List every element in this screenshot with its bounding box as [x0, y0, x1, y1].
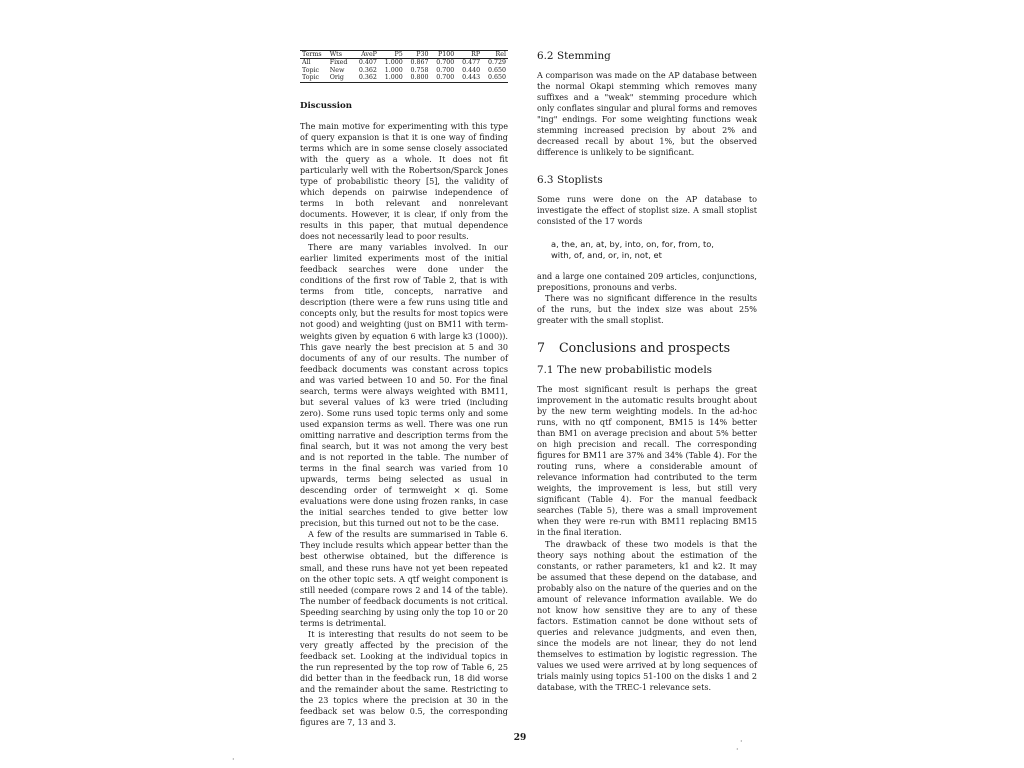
table-row: [300, 67, 508, 74]
conclusions-paragraph: The drawback of these two models is that the theory says nothing about the estimation of the constants, or rather parameters, k1 and k2. It may be assumed that these depend on the database, and probably also on the nature of the queries and on the amount of relevance information available. We do not know how sensitive they are to any of these factors. Estimation cannot be done without sets of queries and relevance judgments, and even then, since the models are not linear, they do not lend themselves to estimation by logistic regression. The values we used were arrived at by long sequences of trials mainly using topics 51-100 on the disks 1 and 2 database, with the TREC-1 relevance sets.: [537, 538, 757, 693]
section-number: 7: [537, 339, 546, 355]
stoplists-paragraph: and a large one contained 209 articles, conjunctions, prepositions, pronouns and verbs.: [537, 270, 757, 292]
table-cell: 0.650: [487, 66, 506, 74]
discussion-paragraph: A few of the results are summarised in Table 6. They include results which appear better than the best otherwise obtained, but the difference is small, and these runs have not yet been repeated on the other topic sets. A qtf weight component is still needed (compare rows 2 and 14 of the table). The number of feedback documents is not critical. Speeding searching by using only the top 10 or 20 terms is detrimental.: [300, 529, 508, 628]
new-models-heading: [537, 364, 757, 376]
spacer: [537, 158, 757, 174]
table-header-cell: RP: [471, 51, 481, 58]
table-header-cell: P5: [394, 51, 403, 58]
page-number: 29: [513, 733, 527, 743]
table-cell: New: [329, 66, 345, 74]
table-cell: 0.729: [487, 59, 506, 67]
table-header-cell: Rel: [495, 51, 506, 58]
table-cell: Topic: [302, 74, 320, 82]
results-table: [300, 50, 508, 83]
discussion-paragraph: The main motive for experimenting with this type of query expansion is that it is one way of finding terms which are in some sense closely associated with the query as a whole. It does not fit particularly well with the Robertson/Sparck Jones type of probabilistic theory [5], the validity of which depends on pairwise independence of terms in both relevant and nonrelevant documents. However, it is clear, if only from the results in this paper, that mutual dependence does not necessarily lead to poor results.: [300, 120, 508, 242]
table-cell: 0.443: [462, 74, 481, 82]
conclusions-paragraph: The most significant result is perhaps the great improvement in the automatic results brought about by the new term weighting models. In the ad-hoc runs, with no qtf component, BM15 is 14% better than BM1 on average precision and about 5% better on high precision and recall. The corresponding figures for BM11 are 37% and 34% (Table 4). For the routing runs, where a considerable amount of relevance information had contributed to the term weights, the improvement is less, but still very significant (Table 4). For the manual feedback searches (Table 5), there was a small improvement when they were re-run with BM11 replacing BM15 in the final iteration.: [537, 383, 757, 538]
table-cell: 0.407: [358, 59, 377, 67]
table-header-row: [300, 51, 508, 59]
table-header-cell: P100: [438, 51, 455, 58]
stopword-line: a, the, an, at, by, into, on, for, from, to,: [551, 238, 714, 249]
table-header-cell: Terms: [302, 51, 322, 58]
table-cell: 0.362: [358, 66, 377, 74]
table-cell: 0.650: [487, 74, 506, 82]
table-cell: 0.700: [436, 66, 455, 74]
left-column: [300, 50, 508, 728]
stoplists-paragraph: Some runs were done on the AP database to investigate the effect of stoplist size. A small stoplist consisted of the 17 words: [537, 194, 757, 227]
scan-speck: ·: [232, 755, 235, 764]
table-header-cell: AveP: [361, 51, 377, 58]
stoplists-paragraph: There was no significant difference in the results of the runs, but the index size was about 25% greater with the small stoplist.: [537, 292, 757, 325]
right-column: [537, 50, 757, 693]
stoplists-heading: [537, 174, 757, 186]
table-cell: 0.440: [462, 66, 481, 74]
table-cell: All: [302, 59, 311, 67]
discussion-paragraph: There are many variables involved. In our earlier limited experiments most of the initial feedback searches were done under the conditions of the first row of Table 2, that is with terms from title, concepts, narrative and description (there were a few runs using title and concepts only, but the results for most topics were not good) and weighting (just on BM11 with term-weights given by equation 6 with large k3 (1000)). This gave nearly the best precision at 5 and 30 documents of any of our results. The number of feedback documents was constant across topics and was varied between 10 and 50. For the final search, terms were always weighted with BM11, but several values of k3 were tried (including zero). Some runs used topic terms only and some used expansion terms as well. There was one run omitting narrative and description terms from the final search, but it was not among the very best and is not reported in the table. The number of terms in the final search was varied from 10 upwards, terms being selected as usual in descending order of termweight × qi. Some evaluations were done using frozen ranks, in case the initial searches tended to give better low precision, but this turned out not to be the case.: [300, 242, 508, 529]
table-cell: Fixed: [329, 59, 348, 67]
section-number: 6.3: [537, 174, 554, 187]
table-row: [300, 59, 508, 67]
scan-speck: ·: [736, 745, 739, 754]
section-number: 6.2: [537, 50, 554, 62]
table-header-cell: P30: [416, 51, 429, 58]
stemming-heading: [537, 50, 757, 62]
section-title: Stemming: [557, 50, 611, 62]
table-cell: 0.362: [358, 74, 377, 82]
stopword-line: with, of, and, or, in, not, et: [551, 249, 662, 260]
conclusions-heading: [537, 340, 757, 355]
table-cell: 0.700: [436, 59, 455, 67]
table-row: [300, 74, 508, 82]
discussion-paragraph: It is interesting that results do not seem to be very greatly affected by the precision of the feedback set. Looking at the individual topics in the run represented by the top row of Table 6, 25 did better than in the feedback run, 18 did worse and the remainder about the same. Restricting to the 23 topics where the precision at 30 in the feedback set was below 0.5, the corresponding figures are 7, 13 and 3.: [300, 628, 508, 728]
table-cell: 1.000: [384, 66, 403, 74]
stopword-list: [551, 239, 757, 261]
spacer: [537, 326, 757, 340]
table-cell: 1.000: [384, 74, 403, 82]
section-title: Conclusions and prospects: [559, 339, 731, 355]
table-header-cell: Wts: [329, 51, 342, 58]
section-title: The new probabilistic models: [557, 363, 712, 376]
table-cell: 0.758: [410, 66, 429, 74]
table-cell: 0.867: [410, 59, 429, 67]
scan-speck: ·: [740, 737, 743, 746]
table-cell: 0.700: [436, 74, 455, 82]
section-title: Stoplists: [557, 174, 603, 187]
table-cell: Topic: [302, 66, 320, 74]
table-cell: Orig: [329, 74, 344, 82]
table-cell: 0.477: [462, 59, 481, 67]
stemming-paragraph: A comparison was made on the AP database between the normal Okapi stemming which removes many suffixes and a "weak" stemming procedure which only conflates singular and plural forms and removes "ing" endings. For some weighting functions weak stemming increased precision by about 2% and decreased recall by about 1%, but the observed difference is unlikely to be significant.: [537, 70, 757, 158]
table-cell: 1.000: [384, 59, 403, 67]
section-number: 7.1: [537, 363, 554, 376]
discussion-heading: Discussion: [300, 100, 352, 111]
table-cell: 0.800: [410, 74, 429, 82]
